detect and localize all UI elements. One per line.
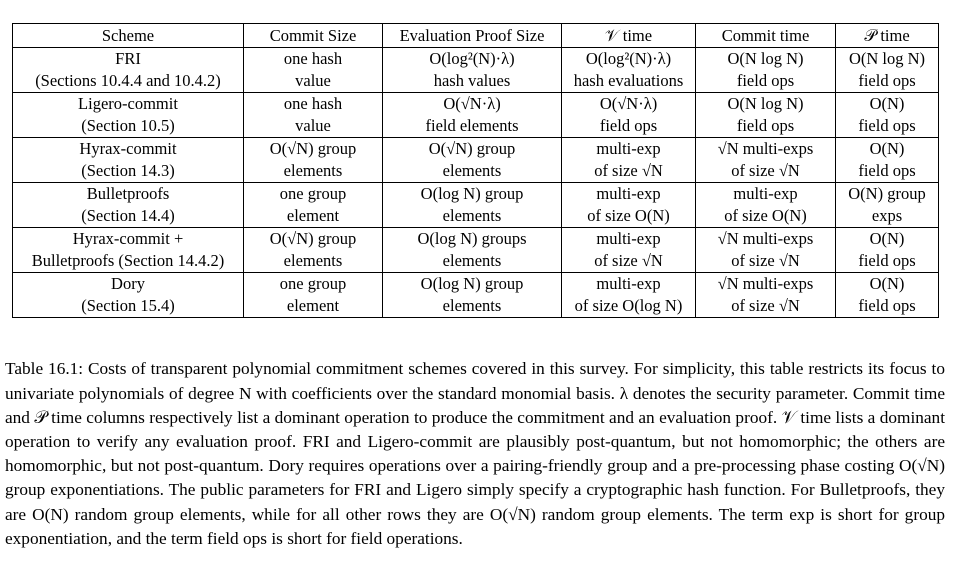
cell-line: O(N) group [848, 184, 926, 203]
verifier-time-cell [562, 183, 696, 228]
cell-line: Hyrax-commit + [72, 229, 184, 248]
cell-line: elements [442, 206, 502, 225]
cell-line: Ligero-commit [78, 94, 178, 113]
scheme-cell [13, 93, 244, 138]
cell-line: (Section 15.4) [81, 296, 175, 315]
table-row [13, 183, 939, 228]
table-header-row [13, 24, 939, 48]
cell-line: (Section 10.5) [81, 116, 175, 135]
cell-line: element [286, 296, 340, 315]
evaluation-proof-size-cell [383, 93, 562, 138]
verifier-time-cell [562, 48, 696, 93]
cell-line: O(√N) group [269, 139, 357, 158]
cell-line: field elements [425, 116, 519, 135]
cell-line: elements [283, 161, 343, 180]
cell-line: of size O(N) [724, 206, 807, 225]
evaluation-proof-size-cell [383, 138, 562, 183]
cell-line: of size √N [731, 251, 800, 270]
cell-line: O(log N) groups [417, 229, 527, 248]
cell-line: O(log²(N)·λ) [585, 49, 672, 68]
cell-line: Hyrax-commit [79, 139, 177, 158]
commit-time-cell [696, 48, 836, 93]
cell-line: elements [442, 296, 502, 315]
table-body [13, 48, 939, 318]
table-caption: Table 16.1: Costs of transparent polynomial commitment schemes covered in this survey. For simplicity, this table restricts its focus to univariate polynomials of degree N with coefficients over the standard monomial basis. λ denotes the security parameter. Commit time and 𝒫 time columns respectively list a dominant operation to produce the commitment and an evaluation proof. 𝒱 time lists a dominant operation to verify any evaluation proof. FRI and Ligero-commit are plausibly post-quantum, but not homomorphic; the others are homomorphic, but not post-quantum. Dory requires operations over a pairing-friendly group and a pre-processing phase costing O(√N) group exponentiations. The public parameters for FRI and Ligero simply specify a cryptographic hash function. For Bulletproofs, they are O(N) random group elements, while for all other rows they are O(√N) random group elements. The term exp is short for group exponentiation, and the term field ops is short for field operations. [5, 359, 945, 548]
cell-line: O(N) [869, 229, 905, 248]
cell-line: element [286, 206, 340, 225]
table-row [13, 273, 939, 318]
cell-line: value [295, 116, 331, 135]
cell-line: O(log²(N)·λ) [429, 49, 515, 68]
scheme-cell [13, 48, 244, 93]
cell-line: √N multi-exps [717, 274, 814, 293]
cell-line: O(N) [869, 94, 905, 113]
cell-line: hash values [433, 71, 511, 90]
cell-line: √N multi-exps [717, 139, 814, 158]
cell-line: Dory [111, 274, 145, 293]
cell-line: one group [279, 274, 347, 293]
cell-line: value [295, 71, 331, 90]
verifier-time-cell [562, 273, 696, 318]
cell-line: elements [283, 251, 343, 270]
commit-size-cell [244, 48, 383, 93]
cell-line: O(N log N) [848, 49, 926, 68]
cell-line: O(log N) group [420, 274, 524, 293]
cell-line: of size √N [594, 161, 663, 180]
cell-line: O(N log N) [727, 49, 804, 68]
commit-time-cell [696, 93, 836, 138]
cell-line: field ops [858, 161, 916, 180]
cell-line: one hash [283, 94, 343, 113]
cell-line: O(N log N) [727, 94, 804, 113]
cell-line: multi-exp [733, 184, 798, 203]
cell-line: field ops [858, 71, 916, 90]
cell-line: field ops [736, 71, 795, 90]
commit-time-cell [696, 138, 836, 183]
verifier-time-cell [562, 93, 696, 138]
cell-line: (Section 14.3) [81, 161, 175, 180]
cell-line: √N multi-exps [717, 229, 814, 248]
column-header-evaluation-proof-size: Evaluation Proof Size [383, 24, 562, 48]
commit-size-cell [244, 183, 383, 228]
cell-line: field ops [736, 116, 795, 135]
evaluation-proof-size-cell [383, 273, 562, 318]
table-row [13, 138, 939, 183]
cell-line: O(√N·λ) [443, 94, 501, 113]
commit-time-cell [696, 183, 836, 228]
cell-line: hash evaluations [573, 71, 684, 90]
scheme-cell [13, 183, 244, 228]
cell-line: field ops [858, 116, 916, 135]
cell-line: field ops [858, 296, 916, 315]
cell-line: one hash [283, 49, 343, 68]
column-header-prover-time: 𝒫 time [836, 24, 939, 48]
column-header-commit-size: Commit Size [244, 24, 383, 48]
cell-line: multi-exp [596, 184, 661, 203]
prover-time-cell [836, 183, 939, 228]
prover-time-cell [836, 138, 939, 183]
cell-line: field ops [599, 116, 658, 135]
cell-line: field ops [858, 251, 916, 270]
cell-line: of size √N [594, 251, 663, 270]
evaluation-proof-size-cell [383, 48, 562, 93]
commit-size-cell [244, 273, 383, 318]
cell-line: of size O(log N) [574, 296, 683, 315]
verifier-time-cell [562, 138, 696, 183]
cell-line: of size √N [731, 296, 800, 315]
commit-size-cell [244, 228, 383, 273]
column-header-verifier-time: 𝒱 time [562, 24, 696, 48]
table-row [13, 228, 939, 273]
cell-line: Bulletproofs (Section 14.4.2) [31, 251, 225, 270]
commitment-costs-table [12, 23, 939, 318]
cell-line: multi-exp [596, 274, 661, 293]
cell-line: exps [871, 206, 903, 225]
verifier-time-cell [562, 228, 696, 273]
column-header-scheme: Scheme [13, 24, 244, 48]
cell-line: O(N) [869, 139, 905, 158]
commit-time-cell [696, 228, 836, 273]
prover-time-cell [836, 273, 939, 318]
cell-line: O(√N·λ) [599, 94, 658, 113]
commit-size-cell [244, 138, 383, 183]
cell-line: Bulletproofs [86, 184, 170, 203]
cell-line: FRI [115, 49, 141, 68]
cell-line: multi-exp [596, 139, 661, 158]
cell-line: O(N) [869, 274, 905, 293]
table-row [13, 48, 939, 93]
commit-time-cell [696, 273, 836, 318]
cell-line: one group [279, 184, 347, 203]
cell-line: (Sections 10.4.4 and 10.4.2) [35, 71, 221, 90]
cell-line: O(log N) group [420, 184, 524, 203]
cell-line: elements [442, 161, 502, 180]
prover-time-cell [836, 48, 939, 93]
cell-line: multi-exp [596, 229, 661, 248]
cell-line: O(√N) group [428, 139, 516, 158]
evaluation-proof-size-cell [383, 183, 562, 228]
cell-line: of size √N [731, 161, 800, 180]
cell-line: O(√N) group [269, 229, 357, 248]
prover-time-cell [836, 228, 939, 273]
scheme-cell [13, 228, 244, 273]
scheme-cell [13, 273, 244, 318]
prover-time-cell [836, 93, 939, 138]
column-header-commit-time: Commit time [696, 24, 836, 48]
cell-line: of size O(N) [587, 206, 670, 225]
cell-line: (Section 14.4) [81, 206, 175, 225]
commit-size-cell [244, 93, 383, 138]
evaluation-proof-size-cell [383, 228, 562, 273]
cell-line: elements [442, 251, 502, 270]
scheme-cell [13, 138, 244, 183]
table-row [13, 93, 939, 138]
